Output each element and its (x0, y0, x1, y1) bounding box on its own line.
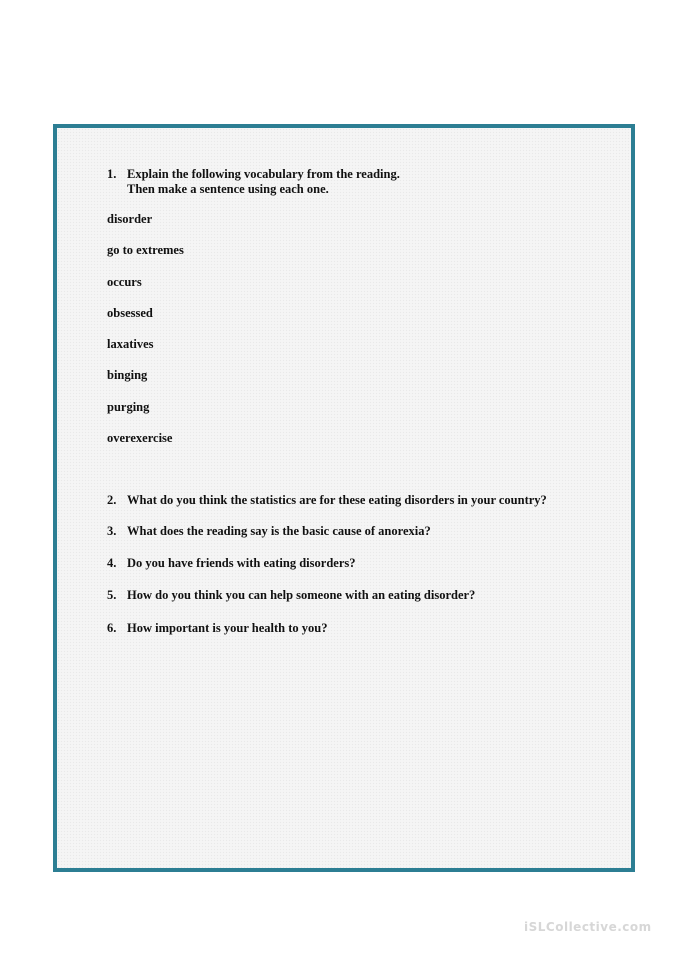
vocab-item: purging (107, 400, 150, 414)
question-text: How important is your health to you? (127, 621, 328, 635)
question-3 (107, 523, 431, 539)
question-text: What do you think the statistics are for these eating disorders in your country? (127, 493, 547, 507)
question-6 (107, 620, 327, 636)
vocab-item: laxatives (107, 337, 154, 351)
question-number: 5. (107, 588, 117, 602)
worksheet-frame (53, 124, 635, 872)
vocab-item: occurs (107, 275, 142, 289)
vocab-item: obsessed (107, 306, 153, 320)
question-5 (107, 587, 475, 603)
watermark: iSLCollective.com (524, 920, 652, 934)
question-number: 1. (107, 167, 117, 181)
question-text: Explain the following vocabulary from the reading. (127, 167, 400, 181)
question-2 (107, 492, 547, 508)
question-1 (107, 166, 400, 182)
question-number: 4. (107, 556, 117, 570)
question-number: 2. (107, 493, 117, 507)
question-1-line-2: Then make a sentence using each one. (127, 182, 329, 196)
question-text: Do you have friends with eating disorders? (127, 556, 356, 570)
question-text: How do you think you can help someone with an eating disorder? (127, 588, 476, 602)
vocab-item: overexercise (107, 431, 173, 445)
question-4 (107, 555, 355, 571)
question-number: 3. (107, 524, 117, 538)
vocab-item: disorder (107, 212, 153, 226)
question-number: 6. (107, 621, 117, 635)
vocab-item: binging (107, 368, 148, 382)
question-text: What does the reading say is the basic cause of anorexia? (127, 524, 431, 538)
vocab-item: go to extremes (107, 243, 184, 257)
